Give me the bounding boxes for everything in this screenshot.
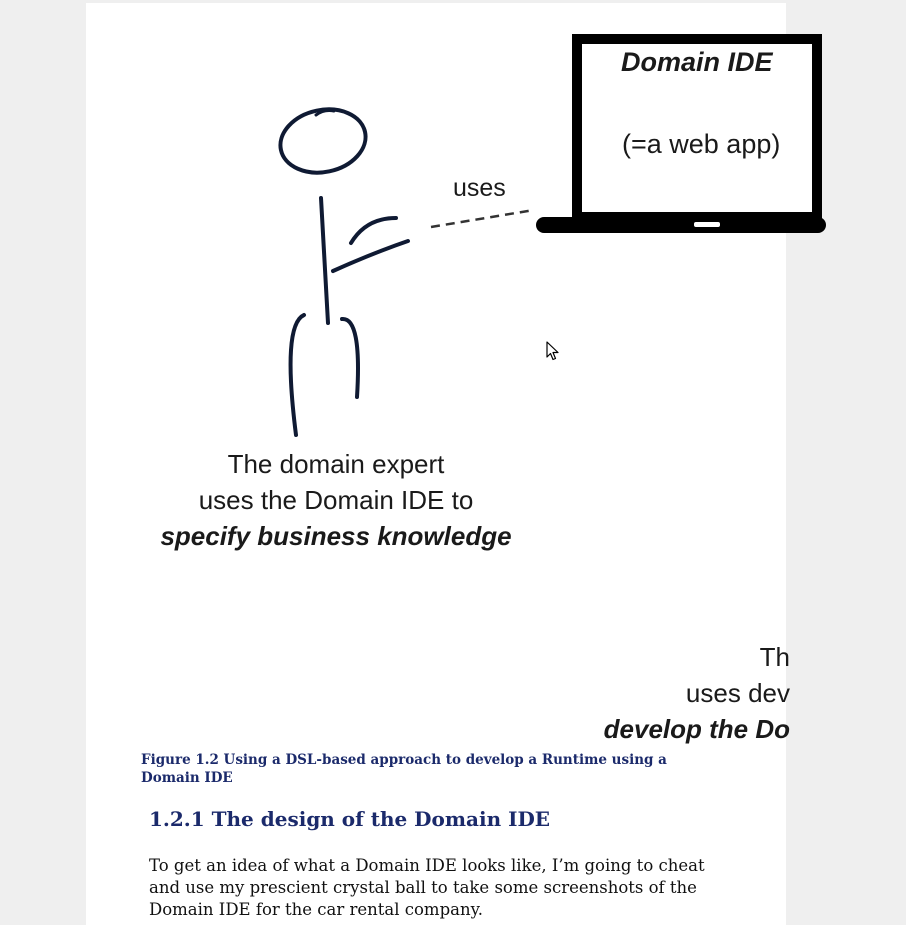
body-paragraph: To get an idea of what a Domain IDE looks like, I’m going to cheat and use my prescient crystal ball to take some screenshots of the Domain IDE for the car rental company. [149, 856, 705, 919]
stick-figure-leg-left [291, 315, 304, 435]
figure-caption: Figure 1.2 Using a DSL-based approach to develop a Runtime using a Domain IDE [141, 752, 667, 786]
figure-illustration [86, 3, 790, 748]
expert-caption [126, 446, 546, 554]
expert-caption-line-1: The domain expert [227, 449, 445, 479]
laptop-trackpad [694, 222, 720, 227]
mouse-pointer-icon [546, 341, 560, 361]
expert-caption-line-2: uses the Domain IDE to [198, 485, 474, 515]
stick-figure [274, 102, 408, 435]
expert-caption-line-3: specify business knowledge [160, 521, 512, 551]
laptop-subtitle: (=a web app) [622, 129, 781, 159]
stick-figure-leg-right [342, 319, 358, 397]
stick-figure-body [321, 198, 328, 323]
developer-caption-line-3: develop the Do [603, 714, 790, 744]
developer-caption-line-2: uses dev [685, 678, 790, 708]
uses-label: uses [453, 174, 506, 202]
developer-caption [604, 639, 790, 747]
uses-dashed-line [431, 210, 534, 227]
stick-figure-head [274, 102, 371, 181]
laptop-title: Domain IDE [621, 47, 773, 77]
figure-drawing [86, 3, 786, 748]
section-heading: 1.2.1 The design of the Domain IDE [149, 807, 551, 831]
laptop-base [536, 217, 826, 233]
developer-caption-line-1: Th [759, 642, 790, 672]
document-page [86, 3, 790, 925]
stick-figure-arm-lower [333, 241, 408, 271]
stick-figure-arm-upper [351, 218, 396, 243]
